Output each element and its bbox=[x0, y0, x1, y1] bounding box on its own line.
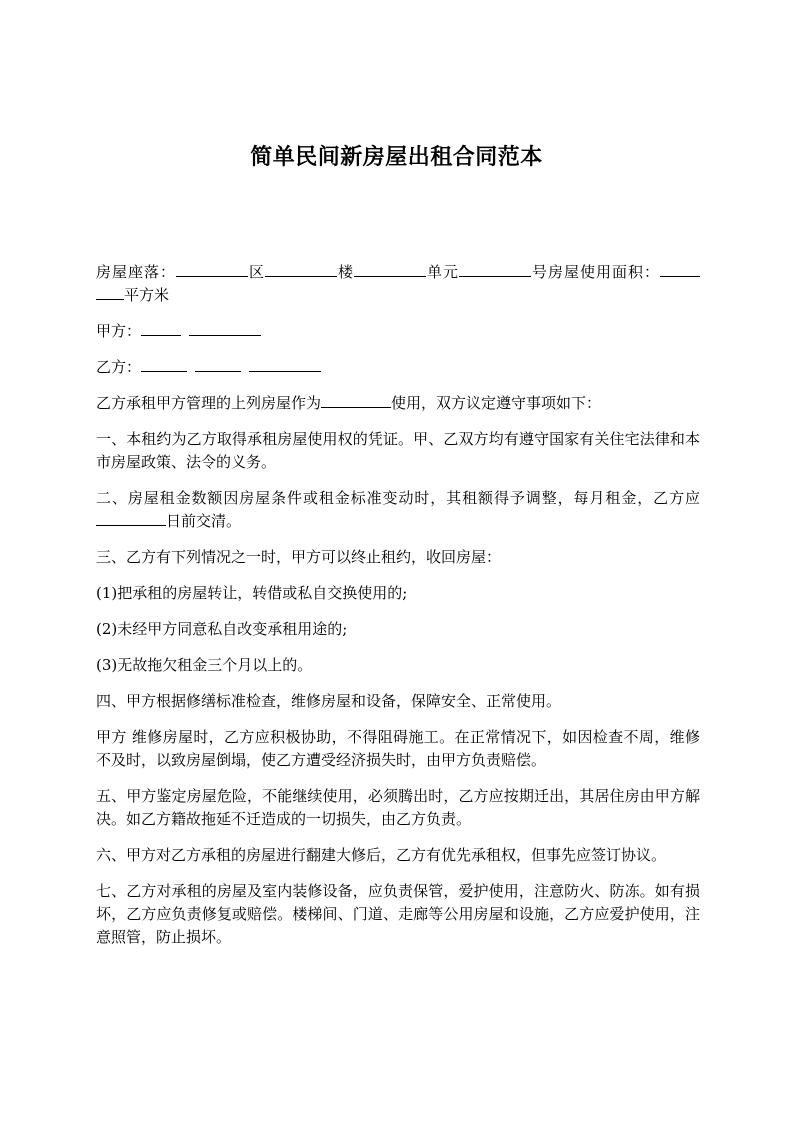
address-line bbox=[96, 261, 700, 307]
party-a-line bbox=[96, 320, 700, 343]
room-area-label: 号房屋使用面积： bbox=[530, 263, 660, 281]
clause-3-item-2: (2)未经甲方同意私自改变承租用途的; bbox=[96, 620, 348, 638]
document-body bbox=[96, 261, 700, 962]
party-b-line bbox=[96, 356, 700, 379]
party-a-label: 甲方： bbox=[96, 322, 142, 340]
blank-field bbox=[459, 261, 531, 277]
district-label: 区 bbox=[247, 263, 265, 281]
blank-field bbox=[96, 510, 166, 526]
building-label: 楼 bbox=[336, 263, 354, 281]
clause-2 bbox=[96, 487, 700, 533]
clause-1: 一、本租约为乙方取得承租房屋使用权的凭证。甲、乙双方均有遵守国家有关住宅法律和本市房屋政策、法令的义务。 bbox=[96, 430, 700, 471]
blank-field bbox=[141, 356, 187, 372]
intro-text-a: 乙方承租甲方管理的上列房屋作为 bbox=[96, 394, 322, 412]
clause-4-detail: 甲方 维修房屋时，乙方应积极协助，不得阻碍施工。在正常情况下，如因检查不周，维修不及时，以致房屋倒塌，使乙方遭受经济损失时，由甲方负责赔偿。 bbox=[96, 728, 700, 769]
blank-field bbox=[176, 261, 248, 277]
clause-3-item-3: (3)无故拖欠租金三个月以上的。 bbox=[96, 656, 313, 674]
clause-4: 四、甲方根据修缮标准检查，维修房屋和设备，保障安全、正常使用。 bbox=[96, 692, 562, 710]
address-label: 房屋座落： bbox=[96, 263, 176, 281]
intro-paragraph bbox=[96, 392, 700, 415]
clause-6: 六、甲方对乙方承租的房屋进行翻建大修后，乙方有优先承租权，但事先应签订协议。 bbox=[96, 846, 667, 864]
blank-field bbox=[195, 356, 241, 372]
blank-field bbox=[96, 284, 124, 300]
clause-3-item-1: (1)把承租的房屋转让，转借或私自交换使用的; bbox=[96, 584, 408, 602]
blank-field bbox=[354, 261, 426, 277]
clause-5: 五、甲方鉴定房屋危险，不能继续使用，必须腾出时，乙方应按期迁出，其居住房由甲方解决。如乙方籍故拖延不迁造成的一切损失，由乙方负责。 bbox=[96, 787, 700, 828]
blank-field bbox=[660, 261, 700, 277]
intro-text-b: 使用，双方议定遵守事项如下： bbox=[391, 394, 602, 412]
blank-field bbox=[321, 392, 391, 408]
clause-3: 三、乙方有下列情况之一时，甲方可以终止租约，收回房屋： bbox=[96, 548, 502, 566]
blank-field bbox=[265, 261, 337, 277]
blank-field bbox=[141, 320, 181, 336]
clause-2-text-b: 日前交清。 bbox=[166, 512, 242, 530]
party-b-label: 乙方： bbox=[96, 358, 142, 376]
clause-7: 七、乙方对承租的房屋及室内装修设备，应负责保管，爱护使用，注意防火、防冻。如有损坏，乙方应负责修复或赔偿。楼梯间、门道、走廊等公用房屋和设施，乙方应爱护使用，注意照管，防止损坏。 bbox=[96, 882, 700, 946]
document-title: 简单民间新房屋出租合同范本 bbox=[250, 145, 543, 170]
blank-field bbox=[249, 356, 321, 372]
sqm-label: 平方米 bbox=[124, 286, 170, 304]
blank-field bbox=[189, 320, 261, 336]
unit-label: 单元 bbox=[425, 263, 459, 281]
clause-2-text-a: 二、房屋租金数额因房屋条件或租金标准变动时，其租额得予调整，每月租金，乙方应 bbox=[96, 489, 700, 507]
